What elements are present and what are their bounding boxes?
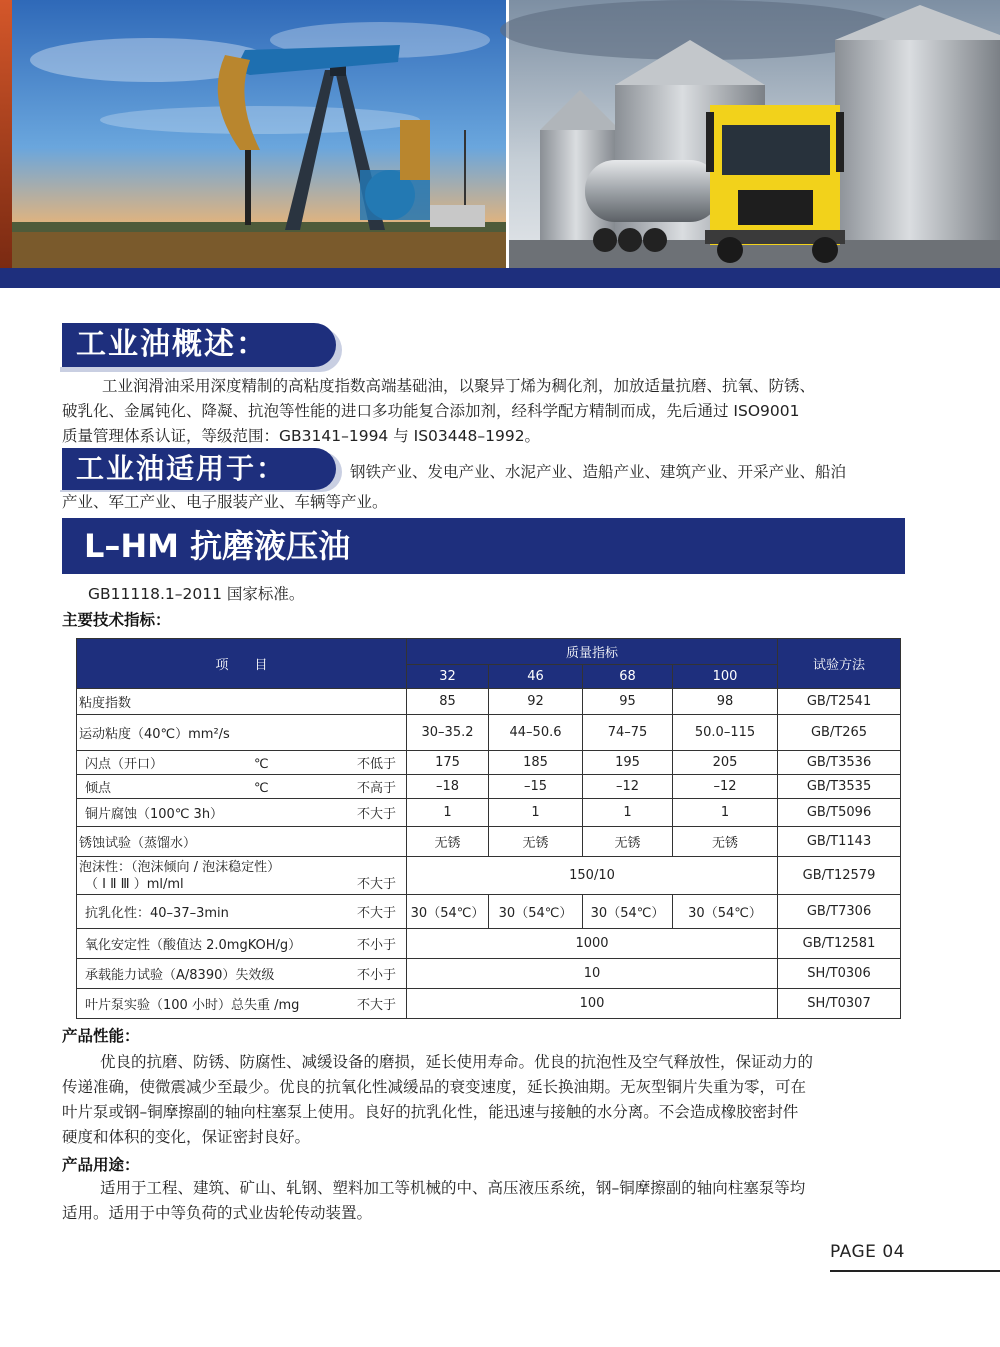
- row-label: [77, 775, 407, 799]
- method-cell: GB/T12581: [778, 929, 901, 959]
- method-cell: GB/T12579: [778, 857, 901, 895]
- application-line-1: [350, 460, 846, 485]
- row-label: [77, 799, 407, 827]
- overview-line: 破乳化、金属钝化、降凝、抗泡等性能的进口多功能复合添加剂，经科学配方精制而成，先后通过 ISO9001: [62, 402, 800, 420]
- row-unit: （ Ⅰ Ⅱ Ⅲ ）ml/ml: [85, 876, 184, 892]
- application-text: 产业、军工产业、电子服装产业、车辆等产业。: [62, 493, 388, 511]
- row-label: [77, 895, 407, 929]
- value-cell: 98: [673, 689, 778, 715]
- row-name: 倾点: [85, 781, 112, 796]
- overview-heading: 工业油概述：: [58, 323, 336, 367]
- value-cell: 1000: [407, 929, 778, 959]
- application-text: 钢铁产业、发电产业、水泥产业、造船产业、建筑产业、开采产业、船泊: [350, 463, 847, 481]
- table-row: [77, 827, 901, 857]
- row-name: 抗乳化性：40–37–3min: [85, 906, 229, 921]
- method-cell: GB/T265: [778, 715, 901, 751]
- performance-label: 产品性能：: [62, 1027, 140, 1045]
- row-name: 铜片腐蚀（100℃ 3h）: [85, 807, 224, 822]
- table-row: [77, 929, 901, 959]
- method-cell: GB/T3536: [778, 751, 901, 775]
- row-label: [77, 751, 407, 775]
- row-label: [77, 689, 407, 715]
- row-condition: 不大于: [356, 998, 396, 1013]
- grade-cell: 68: [583, 665, 673, 689]
- value-cell: 205: [673, 751, 778, 775]
- method-cell: GB/T2541: [778, 689, 901, 715]
- value-cell: 30（54℃）: [673, 895, 778, 929]
- usage-line: 适用于工程、建筑、矿山、轧钢、塑料加工等机械的中、高压液压系统，钢–铜摩擦副的轴向柱塞泵等均: [100, 1179, 806, 1197]
- hero-illustration: [0, 0, 1000, 268]
- product-title: L–HM 抗磨液压油: [62, 518, 905, 574]
- table-row: [77, 715, 901, 751]
- row-label: [77, 989, 407, 1019]
- value-cell: 85: [407, 689, 489, 715]
- tanker-truck-photo: [500, 0, 1000, 268]
- row-name: 粘度指数: [79, 696, 132, 711]
- row-name: 运动粘度（40℃）mm²/s: [79, 727, 230, 742]
- value-cell: 44–50.6: [489, 715, 583, 751]
- header-item: 项 目: [77, 639, 407, 689]
- table-row: [77, 751, 901, 775]
- header-method: 试验方法: [778, 639, 901, 689]
- row-condition: 不大于: [356, 876, 396, 892]
- value-cell: –12: [673, 775, 778, 799]
- value-cell: 150/10: [407, 857, 778, 895]
- performance-line: 硬度和体积的变化，保证密封良好。: [62, 1128, 311, 1146]
- page-rule: [830, 1270, 1000, 1272]
- row-label: [77, 715, 407, 751]
- overview-line: 质量管理体系认证，等级范围：GB3141–1994 与 IS03448–1992。: [62, 427, 541, 445]
- grade-cell: 32: [407, 665, 489, 689]
- row-condition: 不小于: [356, 938, 396, 953]
- value-cell: 10: [407, 959, 778, 989]
- value-cell: 92: [489, 689, 583, 715]
- oil-pump-photo: [12, 0, 506, 268]
- row-condition: 不小于: [356, 968, 396, 983]
- row-condition: 不高于: [356, 781, 396, 796]
- row-condition: 不大于: [356, 807, 396, 822]
- header-quality: 质量指标: [407, 639, 778, 665]
- row-name: 锈蚀试验（蒸馏水）: [79, 836, 197, 851]
- row-condition: 不大于: [356, 906, 396, 921]
- page-number: PAGE 04: [830, 1242, 905, 1262]
- row-name: 泡沫性：（泡沫倾向 / 泡沫稳定性）: [79, 859, 281, 875]
- performance-line: 传递准确，使微震减少至最少。优良的抗氧化性减缓品的衰变速度，延长换油期。无灰型铜片失重为零，可在: [62, 1078, 807, 1096]
- value-cell: –18: [407, 775, 489, 799]
- row-name: 闪点（开口）: [85, 757, 164, 772]
- value-cell: 185: [489, 751, 583, 775]
- value-cell: 无锈: [673, 827, 778, 857]
- value-cell: 30（54℃）: [583, 895, 673, 929]
- method-cell: SH/T0306: [778, 959, 901, 989]
- method-cell: GB/T5096: [778, 799, 901, 827]
- row-label: [77, 929, 407, 959]
- grade-cell: 46: [489, 665, 583, 689]
- application-heading: 工业油适用于：: [58, 448, 336, 490]
- value-cell: –15: [489, 775, 583, 799]
- usage-paragraph: [62, 1176, 805, 1226]
- value-cell: 50.0–115: [673, 715, 778, 751]
- row-label: [77, 827, 407, 857]
- value-cell: 175: [407, 751, 489, 775]
- value-cell: 无锈: [407, 827, 489, 857]
- table-row: [77, 895, 901, 929]
- method-cell: GB/T7306: [778, 895, 901, 929]
- overview-paragraph: [62, 374, 815, 449]
- value-cell: 无锈: [583, 827, 673, 857]
- table-row: [77, 689, 901, 715]
- value-cell: 74–75: [583, 715, 673, 751]
- table-row: [77, 857, 901, 895]
- value-cell: 1: [583, 799, 673, 827]
- hero-bottom-bar: [0, 268, 1000, 288]
- value-cell: 100: [407, 989, 778, 1019]
- value-cell: 30（54℃）: [489, 895, 583, 929]
- row-label: [77, 959, 407, 989]
- value-cell: 95: [583, 689, 673, 715]
- application-line-2: [62, 490, 388, 515]
- table-row: [77, 989, 901, 1019]
- row-name: 承载能力试验（A/8390）失效级: [85, 968, 275, 983]
- table-row: [77, 959, 901, 989]
- table-header-row: [77, 639, 901, 665]
- spec-table: [76, 638, 901, 1019]
- value-cell: 195: [583, 751, 673, 775]
- method-cell: GB/T1143: [778, 827, 901, 857]
- hero-banner: [0, 0, 1000, 268]
- method-cell: GB/T3535: [778, 775, 901, 799]
- standard-text: GB11118.1–2011 国家标准。: [88, 585, 305, 603]
- value-cell: 1: [407, 799, 489, 827]
- grade-cell: 100: [673, 665, 778, 689]
- table-row: [77, 775, 901, 799]
- value-cell: –12: [583, 775, 673, 799]
- value-cell: 1: [489, 799, 583, 827]
- value-cell: 30（54℃）: [407, 895, 489, 929]
- row-unit: ℃: [254, 757, 269, 772]
- value-cell: 1: [673, 799, 778, 827]
- product-standard: [88, 582, 304, 607]
- table-row: [77, 799, 901, 827]
- usage-line: 适用。适用于中等负荷的式业齿轮传动装置。: [62, 1204, 373, 1222]
- row-condition: 不低于: [356, 757, 396, 772]
- method-cell: SH/T0307: [778, 989, 901, 1019]
- performance-paragraph: [62, 1050, 813, 1150]
- performance-line: 优良的抗磨、防锈、防腐性、减缓设备的磨损，延长使用寿命。优良的抗泡性及空气释放性，保证动力的: [100, 1053, 814, 1071]
- row-label: [77, 857, 407, 895]
- row-name: 叶片泵实验（100 小时）总失重 /mg: [85, 998, 300, 1013]
- value-cell: 无锈: [489, 827, 583, 857]
- specs-label: 主要技术指标：: [62, 611, 171, 629]
- value-cell: 30–35.2: [407, 715, 489, 751]
- performance-line: 叶片泵或钢–铜摩擦副的轴向柱塞泵上使用。良好的抗乳化性，能迅速与接触的水分离。不会造成橡胶密封件: [62, 1103, 799, 1121]
- usage-label: 产品用途：: [62, 1156, 140, 1174]
- overview-line: 工业润滑油采用深度精制的高粘度指数高端基础油，以聚异丁烯为稠化剂，加放适量抗磨、抗氧、防锈、: [102, 377, 816, 395]
- row-name: 氧化安定性（酸值达 2.0mgKOH/g）: [85, 938, 302, 953]
- row-unit: ℃: [254, 781, 269, 796]
